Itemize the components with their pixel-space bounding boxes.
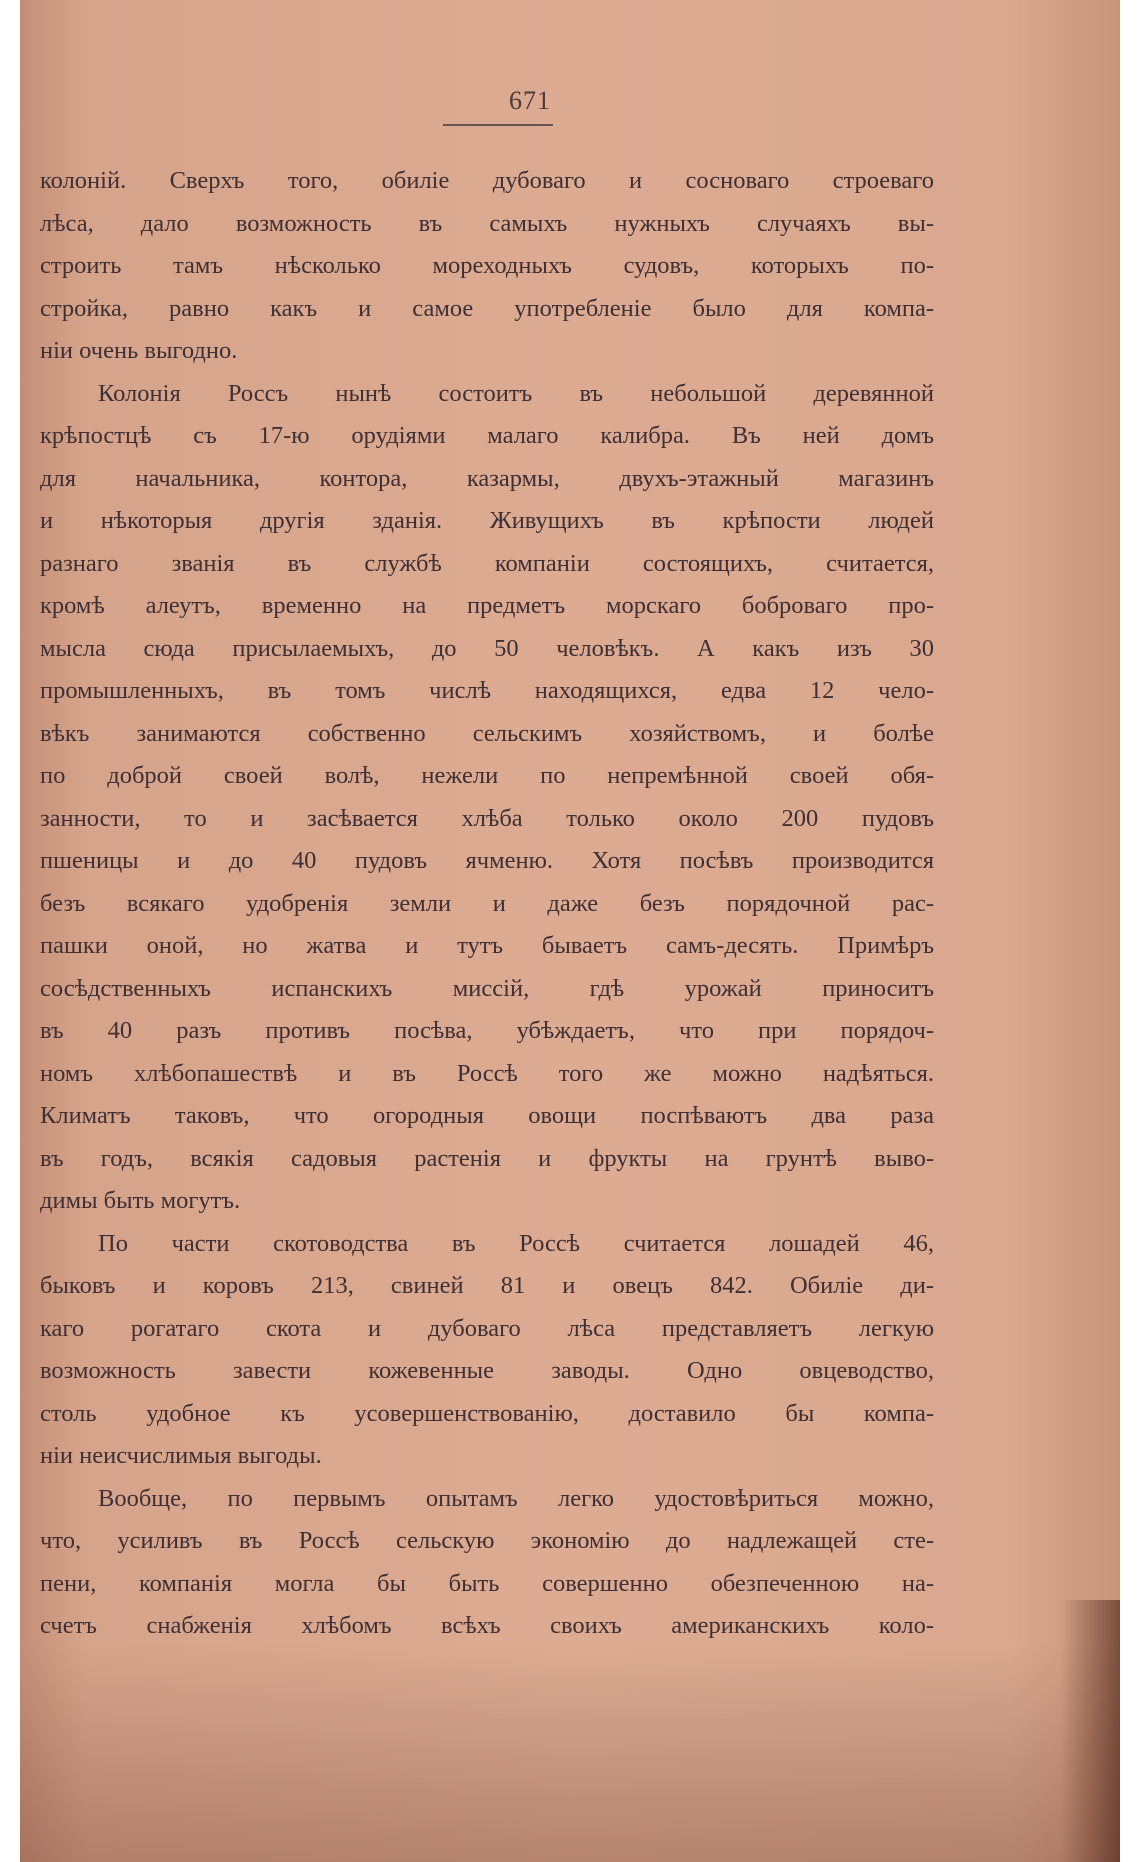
text-line: стройка, равно какъ и самое употребленіе было для компа-	[40, 294, 934, 322]
page-edge-shadow	[1060, 1600, 1120, 1862]
text-line: Климатъ таковъ, что огородныя овощи поспѣваютъ два раза	[40, 1102, 934, 1129]
text-line: колоній. Сверхъ того, обиліе дубоваго и сосноваго строеваго	[40, 167, 934, 194]
text-line: По части скотоводства въ Россѣ считается лошадей 46,	[98, 1229, 934, 1257]
text-line: крѣпостцѣ съ 17-ю орудіями малаго калибра. Въ ней домъ	[40, 422, 934, 449]
text-line: и нѣкоторыя другія зданія. Живущихъ въ крѣпости людей	[40, 507, 934, 534]
text-line: въ годъ, всякія садовыя растенія и фрукты на грунтѣ выво-	[40, 1144, 934, 1172]
text-line: въ 40 разъ противъ посѣва, убѣждаетъ, что при порядоч-	[40, 1017, 934, 1044]
text-line: безъ всякаго удобренія земли и даже безъ порядочной рас-	[40, 889, 934, 917]
text-line: ніи неисчислимыя выгоды.	[40, 1442, 322, 1469]
text-line: Вообще, по первымъ опытамъ легко удостовѣриться можно,	[98, 1484, 934, 1512]
text-line: столь удобное къ усовершенствованію, доставило бы компа-	[40, 1399, 934, 1427]
text-line: вѣкъ занимаются собственно сельскимъ хозяйствомъ, и болѣе	[40, 719, 934, 747]
page-number: 671	[509, 86, 551, 115]
text-line: пашки оной, но жатва и тутъ бываетъ самъ-десять. Примѣръ	[40, 932, 934, 959]
text-line: лѣса, дало возможность въ самыхъ нужныхъ случаяхъ вы-	[40, 209, 934, 237]
text-line: номъ хлѣбопашествѣ и въ Россѣ того же можно надѣяться.	[40, 1059, 934, 1087]
text-line: что, усиливъ въ Россѣ сельскую экономію до надлежащей сте-	[40, 1527, 934, 1554]
text-line: занности, то и засѣвается хлѣба только около 200 пудовъ	[40, 804, 934, 832]
text-line: димы быть могутъ.	[40, 1187, 241, 1214]
text-line: разнаго званія въ службѣ компаніи состоящихъ, считается,	[40, 549, 934, 577]
text-line: кромѣ алеутъ, временно на предметъ морскаго боброваго про-	[40, 592, 934, 619]
text-line: промышленныхъ, въ томъ числѣ находящихся, едва 12 чело-	[40, 677, 934, 704]
text-line: быковъ и коровъ 213, свиней 81 и овецъ 842. Обиліе ди-	[40, 1272, 934, 1299]
text-line: счетъ снабженія хлѣбомъ всѣхъ своихъ американскихъ коло-	[40, 1612, 934, 1639]
text-line: строить тамъ нѣсколько мореходныхъ судовъ, которыхъ по-	[40, 252, 934, 279]
text-line: для начальника, контора, казармы, двухъ-этажный магазинъ	[40, 464, 934, 492]
text-line: возможность завести кожевенные заводы. Одно овцеводство,	[40, 1357, 934, 1384]
body-text	[40, 160, 934, 1648]
text-line: по доброй своей волѣ, нежели по непремѣнной своей обя-	[40, 762, 934, 789]
text-line: пени, компанія могла бы быть совершенно обезпеченною на-	[40, 1569, 934, 1597]
text-line: ніи очень выгодно.	[40, 337, 238, 364]
page-shadow	[20, 1642, 1120, 1862]
text-line: каго рогатаго скота и дубоваго лѣса представляетъ легкую	[40, 1314, 934, 1342]
text-line: пшеницы и до 40 пудовъ ячменю. Хотя посѣвъ производится	[40, 847, 934, 874]
text-line: Колонія Россъ нынѣ состоитъ въ небольшой деревянной	[98, 379, 934, 407]
page-number-rule	[443, 124, 553, 126]
text-line: сосѣдственныхъ испанскихъ миссій, гдѣ урожай приноситъ	[40, 974, 934, 1002]
text-line: мысла сюда присылаемыхъ, до 50 человѣкъ. А какъ изъ 30	[40, 634, 934, 662]
